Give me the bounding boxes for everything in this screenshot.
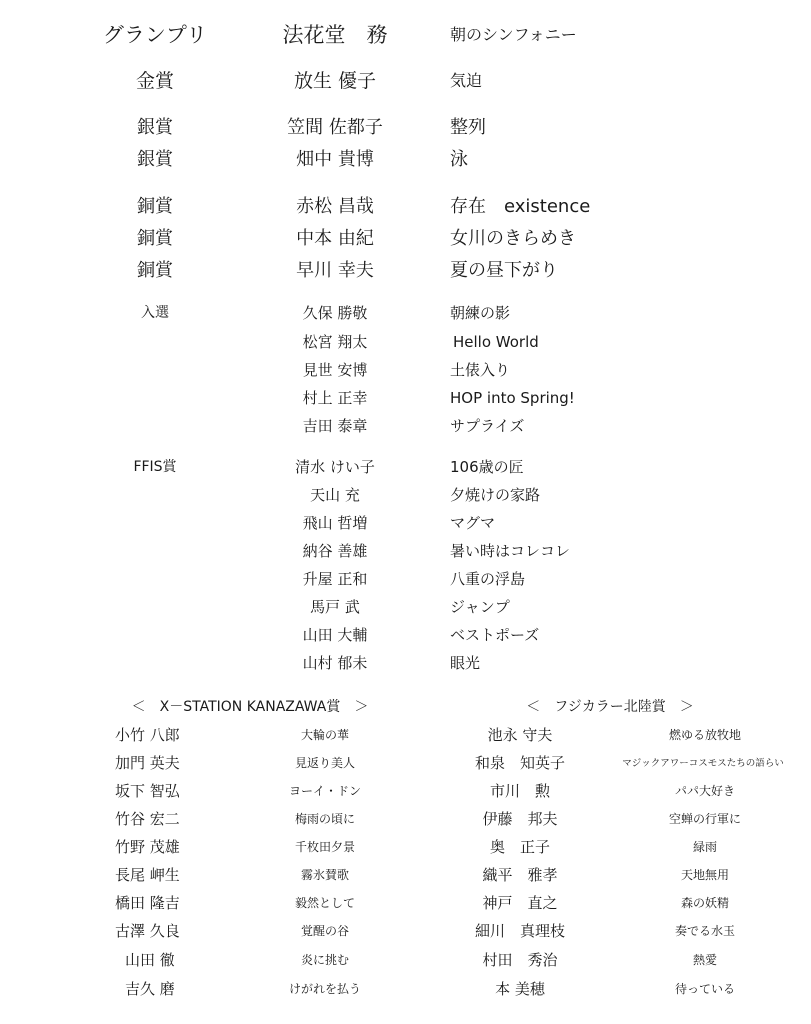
winner-name: 中本 由紀 — [296, 228, 374, 249]
work-title: ベストポーズ — [450, 626, 540, 644]
bottom-row — [0, 750, 811, 777]
ffis-row — [0, 620, 811, 650]
nyusen-row — [0, 411, 811, 441]
fujicolor-winner-name: 本 美穂 — [495, 980, 545, 998]
work-title: 存在 existence — [450, 196, 591, 217]
work-title: 朝練の影 — [450, 304, 511, 322]
work-title: 整列 — [450, 117, 486, 138]
winner-name: 馬戸 武 — [310, 598, 360, 616]
ffis-row — [0, 564, 811, 594]
work-title: Hello World — [453, 333, 539, 351]
winner-name: 吉田 泰章 — [302, 417, 368, 435]
work-title: 土俵入り — [450, 361, 511, 379]
nyusen-row — [0, 383, 811, 413]
winner-name: 山村 郁未 — [302, 654, 368, 672]
award-row-bronze — [0, 256, 811, 286]
bottom-row — [0, 862, 811, 889]
winner-name: 升屋 正和 — [302, 570, 368, 588]
fujicolor-work-title: 熱愛 — [692, 953, 717, 967]
winner-name: 畑中 貴博 — [296, 149, 374, 170]
ffis-row — [0, 508, 811, 538]
fujicolor-work-title: 森の妖精 — [680, 896, 729, 910]
bottom-row — [0, 976, 811, 1003]
winner-name: 納谷 善雄 — [302, 542, 368, 560]
work-title: 気迫 — [450, 71, 483, 90]
ffis-row — [0, 592, 811, 622]
award-row-bronze — [0, 192, 811, 222]
xstation-winner-name: 加門 英夫 — [115, 754, 180, 772]
award-row-silver — [0, 113, 811, 143]
fujicolor-work-title: 燃ゆる放牧地 — [668, 728, 741, 742]
winner-name: 天山 充 — [310, 486, 360, 504]
fujicolor-winner-name: 和泉 知英子 — [474, 754, 565, 772]
bottom-row — [0, 834, 811, 861]
xstation-winner-name: 坂下 智弘 — [115, 782, 180, 800]
award-label: 金賞 — [135, 70, 174, 92]
award-label: 銅賞 — [137, 260, 173, 281]
winner-name: 久保 勝敬 — [302, 304, 368, 322]
xstation-winner-name: 長尾 岬生 — [115, 866, 180, 884]
nyusen-row — [0, 355, 811, 385]
xstation-winner-name: 山田 徹 — [125, 951, 175, 969]
fujicolor-winner-name: 伊藤 邦夫 — [482, 810, 558, 828]
fujicolor-winner-name: 神戸 直之 — [482, 894, 558, 912]
winner-name: 飛山 哲増 — [302, 514, 368, 532]
award-row-gold — [0, 66, 811, 96]
xstation-work-title: 見返り美人 — [294, 756, 355, 770]
ffis-row — [0, 648, 811, 678]
fujicolor-work-title: パパ大好き — [674, 784, 735, 798]
bottom-row — [0, 778, 811, 805]
fujicolor-work-title: 待っている — [674, 982, 735, 996]
fujicolor-winner-name: 奥 正子 — [489, 838, 550, 856]
bottom-row — [0, 947, 811, 974]
section-label-ffis: FFIS賞 — [133, 459, 177, 475]
xstation-work-title: ヨーイ・ドン — [288, 784, 361, 798]
work-title: 女川のきらめき — [450, 228, 576, 249]
winner-name: 赤松 昌哉 — [296, 196, 374, 217]
work-title: 眼光 — [450, 654, 481, 672]
xstation-winner-name: 竹谷 宏二 — [115, 810, 180, 828]
fujicolor-work-title: 天地無用 — [680, 868, 729, 882]
winner-name: 山田 大輔 — [302, 626, 368, 644]
xstation-winner-name: 吉久 磨 — [125, 980, 175, 998]
award-row-grand-prix — [0, 20, 811, 50]
fujicolor-work-title: 緑雨 — [692, 840, 717, 854]
work-title: 夕焼けの家路 — [450, 486, 541, 504]
work-title: ジャンプ — [450, 598, 510, 616]
work-title: 106歳の匠 — [450, 458, 524, 476]
xstation-winner-name: 古澤 久良 — [115, 922, 180, 940]
xstation-work-title: 覚醒の谷 — [300, 924, 349, 938]
award-label: 銀賞 — [137, 149, 173, 170]
award-row-bronze — [0, 224, 811, 254]
bottom-row — [0, 918, 811, 945]
work-title: マグマ — [450, 514, 496, 532]
award-label: 銀賞 — [137, 117, 173, 138]
xstation-work-title: 霧氷賛歌 — [300, 868, 349, 882]
fujicolor-winner-name: 市川 勲 — [489, 782, 550, 800]
winner-name: 村上 正幸 — [302, 389, 368, 407]
work-title: HOP into Spring! — [450, 389, 575, 407]
winner-name: 清水 けい子 — [295, 458, 375, 476]
ffis-row — [0, 480, 811, 510]
xstation-winner-name: 小竹 八郎 — [115, 726, 180, 744]
winner-name: 早川 幸夫 — [296, 260, 374, 281]
work-title: 暑い時はコレコレ — [450, 542, 571, 560]
work-title: 八重の浮島 — [450, 570, 526, 588]
ffis-row — [0, 452, 811, 482]
xstation-work-title: けがれを払う — [288, 982, 361, 996]
work-title: 泳 — [450, 149, 468, 170]
fujicolor-work-title: 空蝉の行軍に — [668, 812, 741, 826]
award-label: 銅賞 — [137, 228, 173, 249]
fujicolor-winner-name: 村田 秀治 — [482, 951, 558, 969]
fujicolor-work-title: 奏でる水玉 — [674, 924, 735, 938]
xstation-work-title: 大輪の華 — [300, 728, 349, 742]
award-label: グランプリ — [102, 23, 208, 47]
bottom-row — [0, 890, 811, 917]
winner-name: 笠間 佐都子 — [287, 117, 383, 138]
ffis-row — [0, 536, 811, 566]
section-header-fujicolor: ＜ フジカラー北陸賞 ＞ — [526, 699, 694, 715]
winner-name: 法花堂 務 — [282, 23, 388, 47]
section-label-nyusen: 入選 — [141, 305, 169, 321]
xstation-winner-name: 竹野 茂雄 — [115, 838, 180, 856]
winner-name: 松宮 翔太 — [302, 333, 368, 351]
fujicolor-work-title: マジックアワーコスモスたちの語らい — [622, 758, 784, 769]
award-label: 銅賞 — [137, 196, 173, 217]
winner-name: 放生 優子 — [293, 70, 377, 92]
xstation-work-title: 炎に挑む — [300, 953, 349, 967]
work-title: サプライズ — [450, 417, 525, 435]
fujicolor-winner-name: 池永 守夫 — [487, 726, 553, 744]
winner-name: 見世 安博 — [302, 361, 368, 379]
bottom-row — [0, 722, 811, 749]
xstation-work-title: 千枚田夕景 — [294, 840, 355, 854]
fujicolor-winner-name: 織平 雅孝 — [482, 866, 558, 884]
award-row-silver — [0, 145, 811, 175]
nyusen-row — [0, 327, 811, 357]
fujicolor-winner-name: 細川 真理枝 — [474, 922, 565, 940]
work-title: 夏の昼下がり — [450, 260, 558, 281]
nyusen-row — [0, 298, 811, 328]
bottom-row — [0, 806, 811, 833]
section-header-xstation: ＜ X－STATION KANAZAWA賞 ＞ — [131, 699, 369, 715]
xstation-winner-name: 橋田 隆吉 — [115, 894, 180, 912]
xstation-work-title: 毅然として — [294, 896, 355, 910]
work-title: 朝のシンフォニー — [450, 25, 577, 44]
xstation-work-title: 梅雨の頃に — [294, 812, 355, 826]
